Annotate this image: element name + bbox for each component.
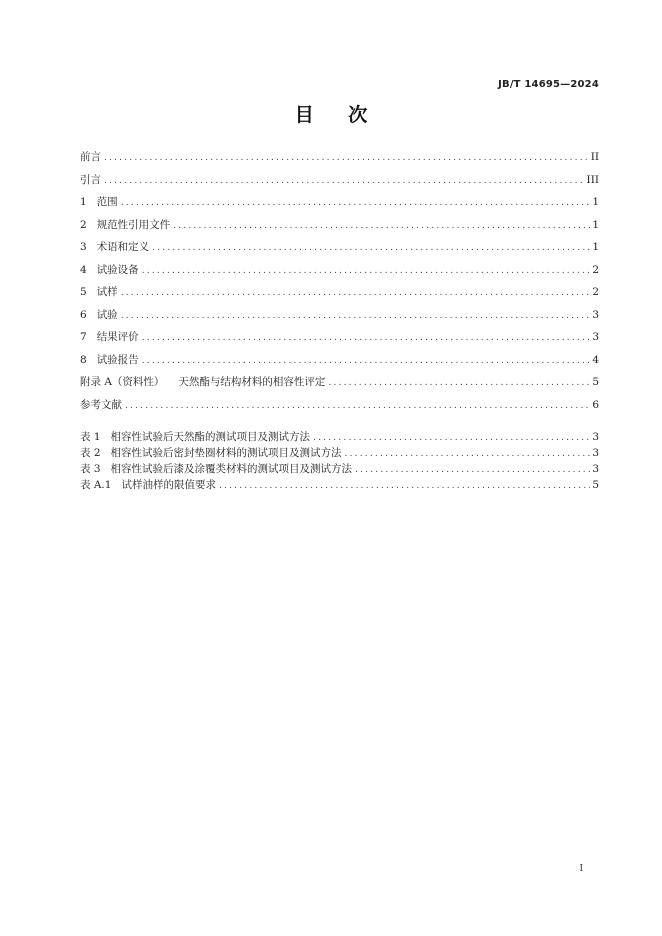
toc-entry-number: 1 xyxy=(80,196,87,208)
toc-entry[interactable] xyxy=(80,446,599,460)
toc-entry-label xyxy=(80,308,118,322)
toc-leader-dots xyxy=(104,151,589,165)
toc-leader-dots xyxy=(328,376,590,390)
toc-entry-number: 5 xyxy=(80,286,87,298)
toc-leader-dots xyxy=(355,463,590,477)
toc-entry-title: 试样 xyxy=(96,286,118,298)
toc-entry[interactable] xyxy=(80,150,599,164)
toc-entry-number: 8 xyxy=(80,353,87,366)
toc-entry-page: 6 xyxy=(592,398,599,411)
toc-entry-page: 1 xyxy=(592,218,599,231)
toc-leader-dots xyxy=(173,219,590,233)
toc-entry-label xyxy=(80,446,342,460)
toc-leader-dots xyxy=(121,196,591,210)
toc-entry-page: II xyxy=(590,151,599,163)
toc-entry-page: 3 xyxy=(592,447,599,459)
toc-entry-title: 相容性试验后天然酯的测试项目及测试方法 xyxy=(110,431,311,443)
toc-leader-dots xyxy=(219,479,590,493)
toc-entry[interactable] xyxy=(80,218,599,232)
toc-entry-label xyxy=(80,430,310,444)
toc-entry-label xyxy=(80,462,352,476)
toc-entry-label xyxy=(80,218,170,232)
toc-entry-label xyxy=(80,195,118,209)
toc-entry[interactable] xyxy=(80,430,599,444)
toc-entry-title: 引言 xyxy=(80,173,101,186)
toc-entry-page: 5 xyxy=(592,479,599,491)
toc-entry-title: 参考文献 xyxy=(80,398,122,411)
toc-entry-page: III xyxy=(586,173,599,186)
toc-entry[interactable] xyxy=(80,398,599,412)
toc-entry-title: 天然酯与结构材料的相容性评定 xyxy=(178,376,326,388)
toc-leader-dots xyxy=(152,241,590,255)
toc-entry[interactable] xyxy=(80,478,599,492)
toc-entry-page: 4 xyxy=(592,353,599,366)
toc-leader-dots xyxy=(125,399,590,413)
toc-leader-dots xyxy=(121,286,591,300)
toc-entry-page: 2 xyxy=(592,263,599,276)
toc-entry-page: 3 xyxy=(592,308,599,321)
page-number: I xyxy=(579,864,583,874)
toc-leader-dots xyxy=(121,309,591,323)
toc-leader-dots xyxy=(345,447,591,461)
toc-entry-label xyxy=(80,353,139,367)
toc-entry-label xyxy=(80,330,139,344)
toc-entry-label xyxy=(80,240,149,254)
toc-entry-number: 附录 A（资料性） xyxy=(80,376,165,388)
toc-entry-title: 术语和定义 xyxy=(96,241,150,253)
toc-entry-label xyxy=(80,398,122,412)
toc-entry[interactable] xyxy=(80,330,599,344)
toc-entry-title: 规范性引用文件 xyxy=(96,218,171,231)
toc-entry-label xyxy=(80,173,101,187)
toc-entry[interactable] xyxy=(80,308,599,322)
toc-leader-dots xyxy=(142,354,591,368)
toc-entry-label xyxy=(80,478,216,492)
toc-entry[interactable] xyxy=(80,353,599,367)
toc-entry-label xyxy=(80,150,101,164)
toc-entry-number: 表 3 xyxy=(80,463,101,475)
toc-entry[interactable] xyxy=(80,462,599,476)
page-title: 目 次 xyxy=(294,104,368,126)
toc-entry-title: 结果评价 xyxy=(96,331,139,343)
toc-entry-title: 范围 xyxy=(96,196,118,208)
toc-entry[interactable] xyxy=(80,195,599,209)
toc-entry-number: 3 xyxy=(80,241,87,253)
toc-leader-dots xyxy=(104,174,585,188)
toc-entry-title: 相容性试验后密封垫圈材料的测试项目及测试方法 xyxy=(110,447,342,459)
toc-entry-page: 3 xyxy=(592,331,599,343)
table-of-contents xyxy=(80,150,599,420)
toc-entry-number: 4 xyxy=(80,263,87,276)
toc-entry[interactable] xyxy=(80,285,599,299)
toc-entry-label xyxy=(80,285,118,299)
toc-leader-dots xyxy=(313,431,590,445)
standard-number: JB/T 14695—2024 xyxy=(498,79,599,90)
toc-entry-number: 7 xyxy=(80,331,87,343)
toc-entry[interactable] xyxy=(80,263,599,277)
toc-leader-dots xyxy=(142,264,591,278)
toc-entry-title: 试样油样的限值要求 xyxy=(121,479,216,491)
toc-entry-number: 6 xyxy=(80,308,87,321)
toc-entry-title: 试验报告 xyxy=(96,353,139,366)
toc-entry-page: 1 xyxy=(592,241,599,253)
list-of-tables xyxy=(80,430,599,494)
toc-entry-number: 表 1 xyxy=(80,431,101,443)
toc-leader-dots xyxy=(142,331,591,345)
toc-entry[interactable] xyxy=(80,375,599,389)
toc-entry-page: 2 xyxy=(592,286,599,298)
toc-entry-label xyxy=(80,375,325,389)
toc-entry-number: 表 2 xyxy=(80,447,101,459)
toc-entry-title: 试验 xyxy=(96,308,118,321)
toc-entry-title: 前言 xyxy=(80,151,101,163)
toc-entry[interactable] xyxy=(80,240,599,254)
toc-entry-label xyxy=(80,263,139,277)
toc-entry-title: 试验设备 xyxy=(96,263,139,276)
toc-entry-page: 3 xyxy=(592,431,599,443)
toc-entry-page: 1 xyxy=(592,196,599,208)
toc-entry-number: 表 A.1 xyxy=(80,479,112,491)
toc-entry-number: 2 xyxy=(80,218,87,231)
toc-entry[interactable] xyxy=(80,173,599,187)
toc-entry-title: 相容性试验后漆及涂覆类材料的测试项目及测试方法 xyxy=(110,463,353,475)
toc-entry-page: 5 xyxy=(592,376,599,388)
toc-entry-page: 3 xyxy=(592,463,599,475)
